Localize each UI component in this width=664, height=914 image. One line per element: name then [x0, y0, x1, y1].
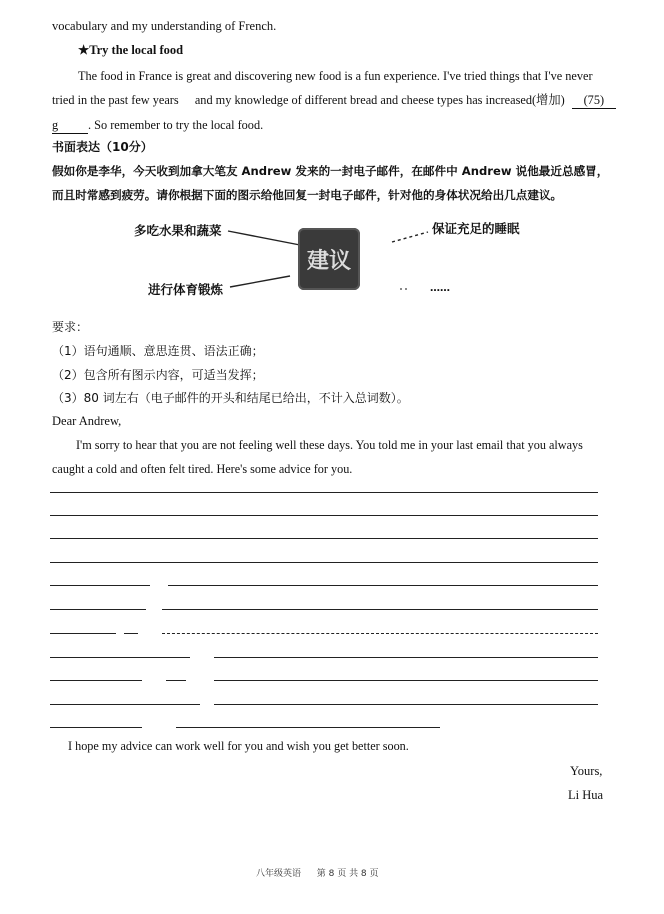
reading-paragraph-line-2 [52, 92, 616, 109]
requirements-title: 要求： [52, 320, 89, 334]
answer-blank-75[interactable]: (75) [572, 92, 616, 109]
mindmap-node-exercise: 进行体育锻炼 [148, 282, 224, 297]
writing-line[interactable] [176, 727, 440, 728]
letter-signoff: Yours, [570, 764, 603, 778]
writing-line[interactable] [162, 633, 598, 634]
writing-line[interactable] [50, 657, 190, 658]
mindmap-node-fruit-vegetables: 多吃水果和蔬菜 [134, 223, 222, 238]
requirement-item-2: （2）包含所有图示内容，可适当发挥； [52, 368, 264, 382]
letter-signature: Li Hua [568, 788, 604, 802]
writing-line[interactable] [124, 633, 138, 634]
footer-subject: 八年级英语 [256, 869, 302, 879]
writing-prompt-line-2: 而且时常感到疲劳。请你根据下面的图示给他回复一封电子邮件，针对他的身体状况给出几点建议。 [52, 188, 563, 202]
requirement-item-1: （1）语句通顺、意思连贯、语法正确； [52, 344, 264, 358]
mindmap-node-sleep: 保证充足的睡眠 [432, 221, 520, 236]
reading-heading: ★Try the local food [78, 43, 184, 57]
reading-p2-end: and my knowledge of different bread and cheese types has increased(增加) [194, 93, 565, 107]
writing-line[interactable] [214, 704, 598, 705]
reading-line-0: vocabulary and my understanding of French. [52, 19, 277, 33]
writing-line[interactable] [50, 562, 598, 563]
writing-prompt-line-1: 假如你是李华，今天收到加拿大笔友 Andrew 发来的一封电子邮件，在邮件中 Andrew 说他最近总感冒， [52, 164, 609, 178]
letter-opening-line-1: I'm sorry to hear that you are not feeling well these days. You told me in your last email that you always [76, 438, 583, 452]
mindmap-center-advice: 建议 [298, 228, 360, 290]
writing-line[interactable] [168, 585, 598, 586]
reading-p3-rest: . So remember to try the local food. [88, 118, 264, 132]
letter-greeting: Dear Andrew, [52, 414, 122, 428]
writing-line[interactable] [214, 657, 598, 658]
mindmap-node-more: …… [430, 283, 450, 294]
answer-blank-hint[interactable]: g [52, 117, 88, 134]
writing-line[interactable] [50, 633, 116, 634]
page-footer [256, 866, 379, 882]
writing-line[interactable] [50, 680, 142, 681]
writing-section-title: 书面表达（10分） [52, 140, 153, 154]
writing-line[interactable] [50, 585, 150, 586]
writing-line[interactable] [50, 515, 598, 516]
requirement-item-3: （3）80 词左右（电子邮件的开头和结尾已给出，不计入总词数）。 [52, 391, 409, 405]
writing-line[interactable] [50, 492, 598, 493]
footer-page-number: 第 8 页 共 8 页 [316, 869, 379, 879]
letter-opening-line-2: caught a cold and often felt tired. Here's some advice for you. [52, 462, 353, 476]
writing-line[interactable] [50, 538, 598, 539]
writing-line[interactable] [50, 609, 146, 610]
writing-line[interactable] [50, 727, 142, 728]
writing-line[interactable] [166, 680, 186, 681]
reading-paragraph-line-1: The food in France is great and discovering new food is a fun experience. I've tried things that I've never [78, 69, 593, 83]
writing-line[interactable] [162, 609, 598, 610]
writing-line[interactable] [214, 680, 598, 681]
writing-line[interactable] [50, 704, 200, 705]
letter-closing: I hope my advice can work well for you and wish you get better soon. [68, 739, 409, 753]
reading-p2-start: tried in the past few years [52, 93, 179, 107]
reading-paragraph-line-3 [52, 117, 263, 134]
